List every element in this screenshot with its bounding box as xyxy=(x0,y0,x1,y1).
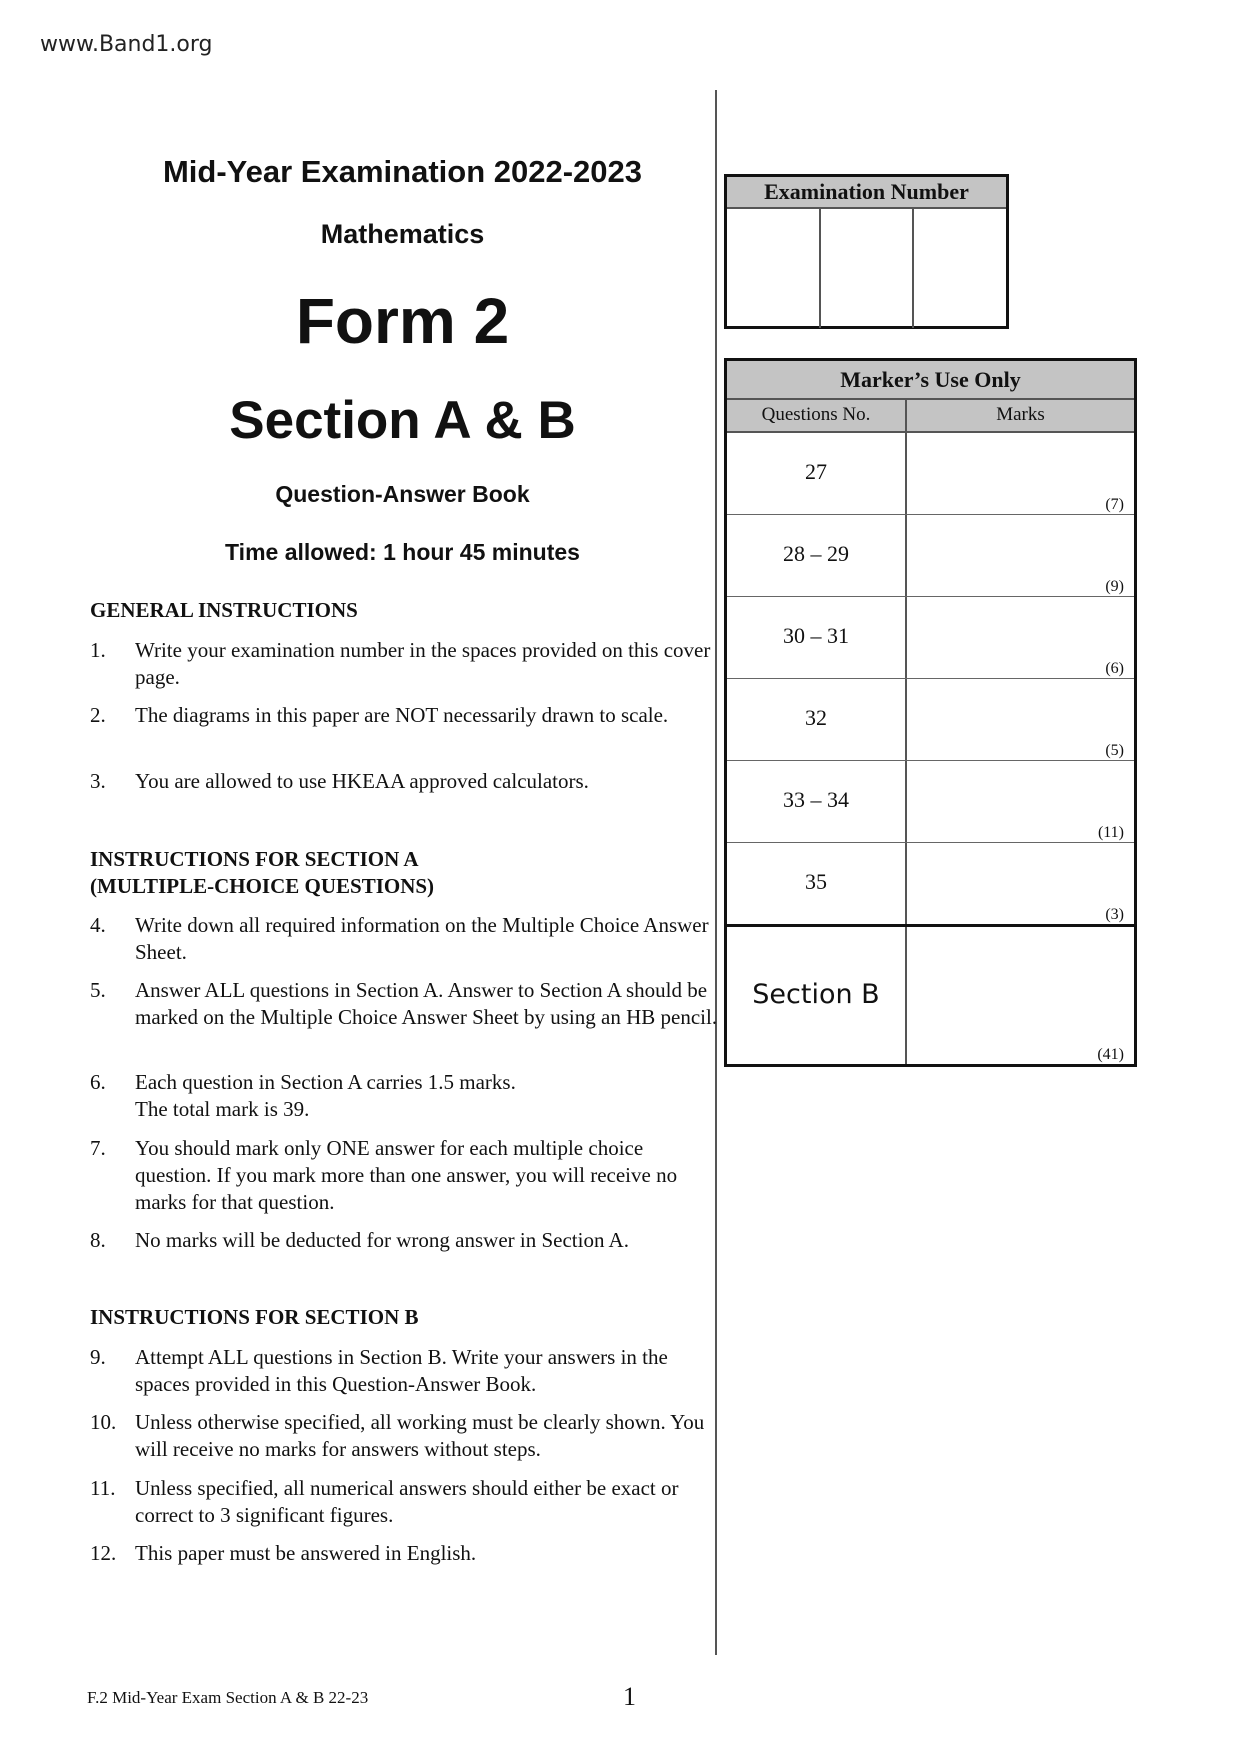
examination-number-box xyxy=(724,174,1009,329)
markers-table xyxy=(724,358,1137,1067)
instruction-number: 10. xyxy=(90,1410,117,1434)
instruction-number: 8. xyxy=(90,1228,106,1252)
max-marks: (6) xyxy=(1105,660,1124,677)
col-header-questions: Questions No. xyxy=(727,400,907,431)
instruction-text: This paper must be answered in English. xyxy=(135,1541,477,1565)
marks-cell[interactable] xyxy=(907,761,1134,842)
exam-number-cell[interactable] xyxy=(727,209,821,328)
instruction-item xyxy=(90,1135,720,1216)
instruction-item xyxy=(90,912,720,966)
instruction-number: 12. xyxy=(90,1541,117,1565)
question-no: 28 – 29 xyxy=(727,515,907,596)
examination-number-label: Examination Number xyxy=(727,177,1006,209)
exam-number-cell[interactable] xyxy=(821,209,915,328)
instruction-text: No marks will be deducted for wrong answer in Section A. xyxy=(135,1228,629,1252)
section-a-heading xyxy=(90,846,434,900)
instruction-text: Unless specified, all numerical answers should either be exact or correct to 3 significant figures. xyxy=(135,1476,679,1527)
book-type: Question-Answer Book xyxy=(275,481,530,507)
max-marks: (11) xyxy=(1097,824,1124,841)
instruction-item xyxy=(90,702,720,729)
max-marks: (5) xyxy=(1105,742,1124,759)
question-no: 33 – 34 xyxy=(727,761,907,842)
marks-cell[interactable] xyxy=(907,515,1134,596)
question-no: Section B xyxy=(727,927,907,1064)
max-marks: (3) xyxy=(1105,906,1124,923)
marks-cell[interactable] xyxy=(907,679,1134,760)
instruction-text: Write down all required information on the Multiple Choice Answer Sheet. xyxy=(135,913,709,964)
instruction-item xyxy=(90,1409,720,1463)
instruction-item xyxy=(90,1069,720,1123)
instruction-item xyxy=(90,637,720,691)
instruction-text: Each question in Section A carries 1.5 marks. The total mark is 39. xyxy=(135,1070,516,1121)
exam-number-cell[interactable] xyxy=(914,209,1006,328)
form-level: Form 2 xyxy=(295,285,510,357)
marks-cell xyxy=(907,927,1134,1064)
instruction-item xyxy=(90,1227,720,1254)
marks-cell[interactable] xyxy=(907,433,1134,514)
instruction-item xyxy=(90,1475,720,1529)
subject: Mathematics xyxy=(320,219,485,249)
instruction-number: 9. xyxy=(90,1345,106,1369)
page-number: 1 xyxy=(623,1682,636,1711)
table-row xyxy=(727,679,1134,761)
instruction-number: 1. xyxy=(90,638,106,662)
instruction-number: 5. xyxy=(90,978,106,1002)
instruction-item xyxy=(90,1540,720,1567)
instruction-text: Answer ALL questions in Section A. Answer to Section A should be marked on the Multiple Choice Answer Sheet by using an HB pencil. xyxy=(135,978,718,1029)
max-marks: (41) xyxy=(1097,1046,1124,1063)
section-a-heading-line1: INSTRUCTIONS FOR SECTION A xyxy=(90,847,419,871)
footer-text: F.2 Mid-Year Exam Section A & B 22-23 xyxy=(87,1688,369,1707)
markers-table-title: Marker’s Use Only xyxy=(727,361,1134,400)
instruction-number: 11. xyxy=(90,1476,116,1500)
instruction-text: You should mark only ONE answer for each multiple choice question. If you mark more than one answer, you will receive no marks for that question. xyxy=(135,1136,678,1214)
general-instructions-heading: GENERAL INSTRUCTIONS xyxy=(90,598,358,622)
question-no: 35 xyxy=(727,843,907,924)
max-marks: (9) xyxy=(1105,578,1124,595)
section-b-heading: INSTRUCTIONS FOR SECTION B xyxy=(90,1305,419,1329)
instruction-item xyxy=(90,1344,720,1398)
question-no: 27 xyxy=(727,433,907,514)
marks-cell[interactable] xyxy=(907,597,1134,678)
instruction-text: You are allowed to use HKEAA approved calculators. xyxy=(135,769,589,793)
table-row xyxy=(727,761,1134,843)
instruction-text: The diagrams in this paper are NOT necessarily drawn to scale. xyxy=(135,703,669,727)
max-marks: (7) xyxy=(1105,496,1124,513)
exam-title: Mid-Year Examination 2022-2023 xyxy=(162,154,642,189)
table-row-section-b xyxy=(727,927,1134,1064)
instruction-number: 4. xyxy=(90,913,106,937)
instruction-text: Attempt ALL questions in Section B. Write your answers in the spaces provided in this Question-Answer Book. xyxy=(135,1345,668,1396)
section-a-heading-line2: (MULTIPLE-CHOICE QUESTIONS) xyxy=(90,874,435,898)
instruction-text: Write your examination number in the spaces provided on this cover page. xyxy=(135,638,711,689)
question-no: 32 xyxy=(727,679,907,760)
instruction-number: 6. xyxy=(90,1070,106,1094)
instruction-text: Unless otherwise specified, all working must be clearly shown. You will receive no marks for answers without steps. xyxy=(135,1410,705,1461)
instruction-number: 3. xyxy=(90,769,106,793)
question-no: 30 – 31 xyxy=(727,597,907,678)
marks-cell[interactable] xyxy=(907,843,1134,924)
table-row xyxy=(727,515,1134,597)
section-title: Section A & B xyxy=(229,391,576,450)
instruction-item xyxy=(90,768,720,795)
website-watermark: www.Band1.org xyxy=(40,32,213,57)
time-allowed: Time allowed: 1 hour 45 minutes xyxy=(225,539,580,565)
instruction-item xyxy=(90,977,720,1031)
instruction-number: 7. xyxy=(90,1136,106,1160)
table-row xyxy=(727,433,1134,515)
table-row xyxy=(727,597,1134,679)
col-header-marks: Marks xyxy=(996,404,1045,425)
instruction-number: 2. xyxy=(90,703,106,727)
table-row xyxy=(727,843,1134,927)
